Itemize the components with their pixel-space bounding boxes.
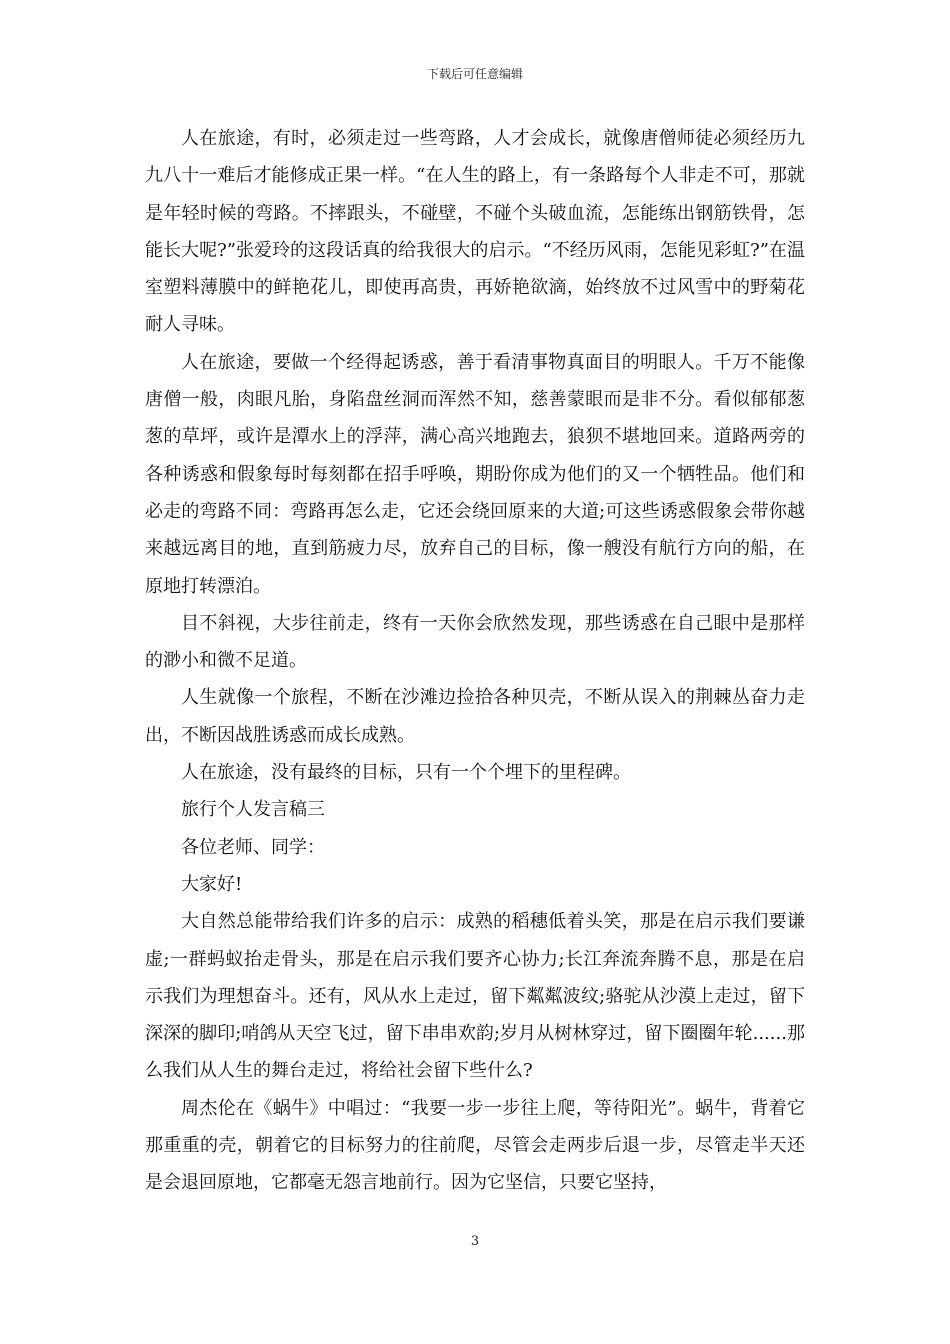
paragraph-5: 人在旅途，没有最终的目标，只有一个个埋下的里程碑。 <box>181 762 631 784</box>
paragraph-1: 人在旅途，有时，必须走过一些弯路，人才会成长，就像唐僧师徒必须经历九九八十一难后才能修成正果一样。“在人生的路上，有一条路每个人非走不可，那就是年轻时候的弯路。不摔跟头，不碰壁，不碰个头破血流，怎能练出钢筋铁骨，怎能长大呢?”张爱玲的这段话真的给我很大的启示。“不经历风雨，怎能见彩虹?”在温室塑料薄膜中的鲜艳花儿，即使再高贵，再娇艳欲滴，始终放不过风雪中的野菊花耐人寻味。 <box>145 128 805 336</box>
paragraph-6: 大自然总能带给我们许多的启示：成熟的稻穗低着头笑，那是在启示我们要谦虚;一群蚂蚁抬走骨头，那是在启示我们要齐心协力;长江奔流奔腾不息，那是在启示我们为理想奋斗。还有，风从水上走过，留下粼粼波纹;骆驼从沙漠上走过，留下深深的脚印;哨鸽从天空飞过，留下串串欢韵;岁月从树林穿过，留下圈圈年轮......那么我们从人生的舞台走过，将给社会留下些什么? <box>145 911 805 1082</box>
page-number: 3 <box>470 1234 480 1249</box>
paragraph-4: 人生就像一个旅程，不断在沙滩边捡拾各种贝壳，不断从误入的荆棘丛奋力走出，不断因战胜诱惑而成长成熟。 <box>145 687 805 746</box>
section-title: 旅行个人发言稿三 <box>181 799 325 821</box>
salutation: 各位老师、同学： <box>181 836 325 858</box>
paragraph-2: 人在旅途，要做一个经得起诱惑，善于看清事物真面目的明眼人。千万不能像唐僧一般，肉眼凡胎，身陷盘丝洞而浑然不知，慈善蒙眼而是非不分。看似郁郁葱葱的草坪，或许是潭水上的浮萍，满心高兴地跑去，狼狈不堪地回来。道路两旁的各种诱惑和假象每时每刻都在招手呼唤，期盼你成为他们的又一个牺牲品。他们和必走的弯路不同：弯路再怎么走，它还会绕回原来的大道;可这些诱惑假象会带你越来越远离目的地，直到筋疲力尽，放弃自己的目标，像一艘没有航行方向的船，在原地打转漂泊。 <box>145 351 805 597</box>
paragraph-3: 目不斜视，大步往前走，终有一天你会欣然发现，那些诱惑在自己眼中是那样的渺小和微不足道。 <box>145 612 805 672</box>
paragraph-7: 周杰伦在《蜗牛》中唱过：“我要一步一步往上爬，等待阳光”。蜗牛，背着它那重重的壳，朝着它的目标努力的往前爬，尽管会走两步后退一步，尽管走半天还是会退回原地，它都毫无怨言地前行。因为它坚信，只要它坚持， <box>145 1097 805 1194</box>
header-note: 下载后可任意编辑 <box>426 67 523 81</box>
greeting: 大家好! <box>181 873 243 895</box>
document-body <box>145 120 805 1202</box>
